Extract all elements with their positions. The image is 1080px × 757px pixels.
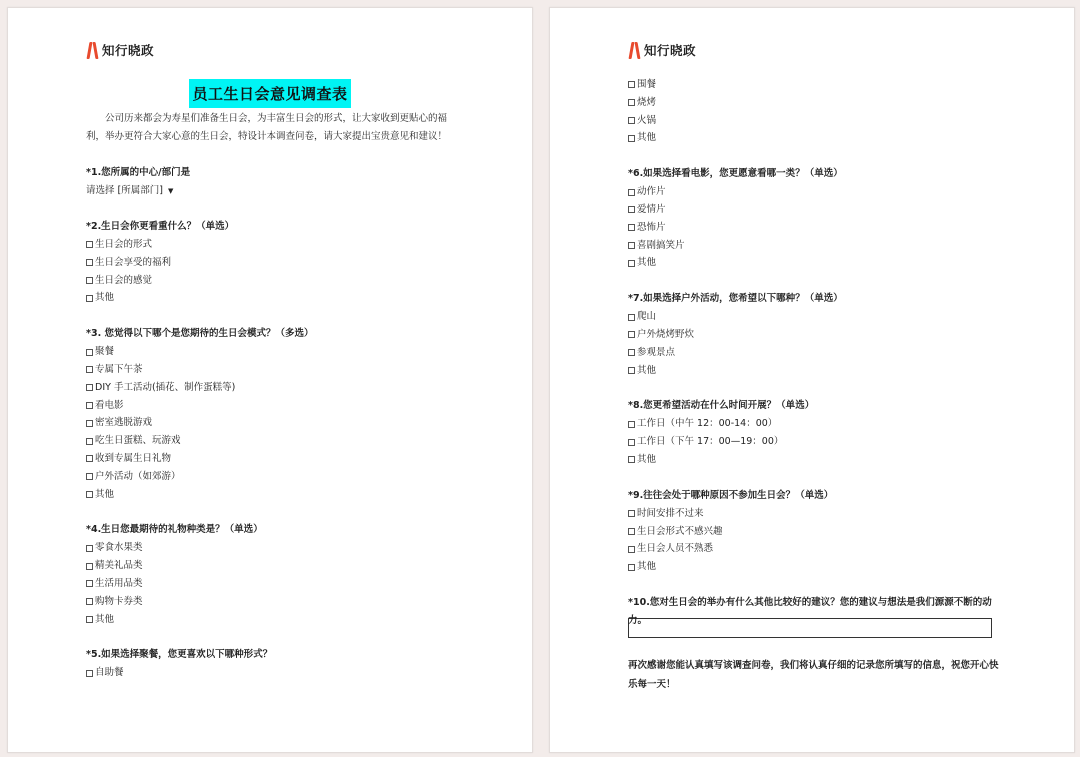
checkbox-icon[interactable] <box>86 670 93 677</box>
option-row[interactable] <box>86 236 466 254</box>
question-title: *3. 您觉得以下哪个是您期待的生日会模式？（多选） <box>86 328 314 340</box>
checkbox-icon[interactable] <box>628 206 635 213</box>
option-row[interactable] <box>86 486 466 504</box>
survey-intro: 公司历来都会为寿星们准备生日会，为丰富生日会的形式，让大家收到更贴心的福利，举办更符合大家心意的生日会，特设计本调查问卷，请大家提出宝贵意见和建议！ <box>86 113 448 142</box>
checkbox-icon[interactable] <box>628 314 635 321</box>
select-label: 请选择 [所属部门] <box>86 185 163 196</box>
document-page-2 <box>549 7 1075 753</box>
question-8 <box>628 397 1008 468</box>
option-label: 参观景点 <box>637 346 676 358</box>
checkbox-icon[interactable] <box>86 580 93 587</box>
option-label: 户外烧烤野炊 <box>637 328 695 340</box>
checkbox-icon[interactable] <box>86 491 93 498</box>
question-title: *7.如果选择户外活动，您希望以下哪种？（单选） <box>628 293 843 305</box>
option-label: 其他 <box>637 257 657 269</box>
question-title: *5.如果选择聚餐，您更喜欢以下哪种形式？ <box>86 649 273 661</box>
option-label: 专属下午茶 <box>95 363 143 375</box>
checkbox-icon[interactable] <box>628 456 635 463</box>
brand-name: 知行晓政 <box>644 43 697 58</box>
checkbox-icon[interactable] <box>86 366 93 373</box>
question-title: *8.您更希望活动在什么时间开展？（单选） <box>628 400 815 412</box>
option-label: 其他 <box>637 364 657 376</box>
checkbox-icon[interactable] <box>628 117 635 124</box>
option-label: 购物卡券类 <box>95 595 143 607</box>
option-row[interactable] <box>86 414 466 432</box>
option-label: 恐怖片 <box>637 221 666 233</box>
option-label: 爱情片 <box>637 203 666 215</box>
brand-logo <box>88 41 154 59</box>
option-row[interactable] <box>628 451 1008 469</box>
question-title: *1.您所属的中心/部门是 <box>86 167 191 178</box>
question-3 <box>86 325 466 503</box>
brand-name: 知行晓政 <box>102 43 155 58</box>
option-label: 生日会享受的福利 <box>95 256 172 268</box>
checkbox-icon[interactable] <box>628 546 635 553</box>
option-label: 围餐 <box>637 79 657 90</box>
option-label: 收到专属生日礼物 <box>95 452 172 464</box>
checkbox-icon[interactable] <box>86 384 93 391</box>
closing-note: 再次感谢您能认真填写该调查问卷，我们将认真仔细的记录您所填写的信息，祝您开心快乐每一天！ <box>628 659 999 690</box>
option-row[interactable] <box>628 558 1008 576</box>
option-row[interactable] <box>86 397 466 415</box>
option-label: 时间安排不过来 <box>637 507 704 519</box>
option-label: 工作日（中午 12：00-14：00） <box>637 418 778 430</box>
question-title: *10.您对生日会的举办有什么其他比较好的建议？您的建议与想法是我们源源不断的动力。 <box>628 596 992 626</box>
option-row[interactable] <box>628 362 1008 380</box>
checkbox-icon[interactable] <box>628 510 635 517</box>
option-label: 密室逃脱游戏 <box>95 417 153 429</box>
option-row[interactable] <box>628 183 1008 201</box>
option-label: 零食水果类 <box>95 542 143 554</box>
checkbox-icon[interactable] <box>86 349 93 356</box>
option-row[interactable] <box>628 201 1008 219</box>
option-label: 看电影 <box>95 399 124 411</box>
checkbox-icon[interactable] <box>86 473 93 480</box>
option-row[interactable] <box>86 361 466 379</box>
checkbox-icon[interactable] <box>628 349 635 356</box>
option-row[interactable] <box>86 343 466 361</box>
question-title: *2.生日会你更看重什么？（单选） <box>86 221 235 232</box>
checkbox-icon[interactable] <box>86 438 93 445</box>
option-label: 其他 <box>95 488 115 500</box>
checkbox-icon[interactable] <box>628 421 635 428</box>
option-label: 喜剧搞笑片 <box>637 239 685 251</box>
option-row[interactable] <box>628 505 1008 523</box>
option-row[interactable] <box>628 326 1008 344</box>
survey-title: 员工生日会意见调查表 <box>189 79 350 108</box>
option-row[interactable] <box>86 539 466 557</box>
option-row[interactable] <box>86 468 466 486</box>
option-row[interactable] <box>628 433 1008 451</box>
option-row[interactable] <box>628 415 1008 433</box>
option-row[interactable] <box>628 254 1008 272</box>
option-label: DIY 手工活动(插花、制作蛋糕等) <box>95 381 236 393</box>
checkbox-icon[interactable] <box>628 439 635 446</box>
document-page-1 <box>7 7 533 753</box>
question-5-continued <box>628 76 1008 147</box>
option-label: 生活用品类 <box>95 577 143 589</box>
option-row[interactable] <box>628 219 1008 237</box>
option-row[interactable] <box>628 344 1008 362</box>
checkbox-icon[interactable] <box>86 420 93 427</box>
option-label: 生日会人员不熟悉 <box>637 543 714 555</box>
checkbox-icon[interactable] <box>86 241 93 248</box>
dropdown-caret-icon: ▼ <box>167 187 174 195</box>
option-row[interactable] <box>86 379 466 397</box>
question-6 <box>628 165 1008 272</box>
question-5 <box>86 646 466 682</box>
checkbox-icon[interactable] <box>628 528 635 535</box>
option-row[interactable] <box>86 664 466 682</box>
checkbox-icon[interactable] <box>628 242 635 249</box>
option-label: 其他 <box>637 561 657 573</box>
checkbox-icon[interactable] <box>628 81 635 88</box>
question-1 <box>86 164 466 200</box>
department-select[interactable] <box>86 182 466 200</box>
checkbox-icon[interactable] <box>628 224 635 231</box>
checkbox-icon[interactable] <box>86 616 93 623</box>
question-10 <box>628 594 1008 638</box>
question-9 <box>628 487 1008 576</box>
question-4 <box>86 521 466 628</box>
option-label: 其他 <box>95 613 115 625</box>
brand-logo <box>630 41 696 59</box>
checkbox-icon[interactable] <box>628 135 635 142</box>
option-row[interactable] <box>628 540 1008 558</box>
question-title: *6.如果选择看电影，您更愿意看哪一类？（单选） <box>628 168 843 180</box>
option-label: 其他 <box>95 292 115 304</box>
option-row[interactable] <box>86 272 466 290</box>
checkbox-icon[interactable] <box>628 564 635 571</box>
question-title: *4.生日您最期待的礼物种类是？（单选） <box>86 524 263 536</box>
option-row[interactable] <box>86 289 466 307</box>
option-label: 火锅 <box>637 114 657 126</box>
option-row[interactable] <box>628 94 1008 112</box>
option-label: 生日会的感觉 <box>95 274 153 286</box>
option-row[interactable] <box>628 129 1008 147</box>
checkbox-icon[interactable] <box>86 295 93 302</box>
checkbox-icon[interactable] <box>628 331 635 338</box>
option-label: 其他 <box>637 453 657 465</box>
option-row[interactable] <box>628 112 1008 130</box>
checkbox-icon[interactable] <box>628 99 635 106</box>
option-row[interactable] <box>628 237 1008 255</box>
question-title: *9.往往会处于哪种原因不参加生日会？（单选） <box>628 489 834 501</box>
option-label: 生日会的形式 <box>95 239 153 250</box>
option-row[interactable] <box>86 432 466 450</box>
checkbox-icon[interactable] <box>86 598 93 605</box>
option-row[interactable] <box>86 254 466 272</box>
option-label: 工作日（下午 17：00—19：00） <box>637 436 784 448</box>
checkbox-icon[interactable] <box>86 563 93 570</box>
brand-mark-icon <box>630 42 639 59</box>
option-label: 自助餐 <box>95 667 124 679</box>
option-label: 吃生日蛋糕、玩游戏 <box>95 435 181 447</box>
option-row[interactable] <box>86 593 466 611</box>
checkbox-icon[interactable] <box>86 402 93 409</box>
checkbox-icon[interactable] <box>628 189 635 196</box>
option-row[interactable] <box>86 557 466 575</box>
checkbox-icon[interactable] <box>628 260 635 267</box>
option-row[interactable] <box>628 523 1008 541</box>
option-label: 动作片 <box>637 186 666 198</box>
option-label: 聚餐 <box>95 346 115 358</box>
brand-mark-icon <box>88 42 97 59</box>
option-label: 户外活动（如郊游） <box>95 470 181 482</box>
question-2 <box>86 218 466 307</box>
option-label: 生日会形式不感兴趣 <box>637 525 723 537</box>
question-7 <box>628 290 1008 379</box>
checkbox-icon[interactable] <box>86 259 93 266</box>
option-label: 烧烤 <box>637 96 657 108</box>
option-row[interactable] <box>86 450 466 468</box>
option-label: 爬山 <box>637 311 657 323</box>
checkbox-icon[interactable] <box>86 545 93 552</box>
option-row[interactable] <box>86 575 466 593</box>
checkbox-icon[interactable] <box>628 367 635 374</box>
option-row[interactable] <box>628 308 1008 326</box>
option-label: 其他 <box>637 132 657 144</box>
suggestion-input[interactable] <box>628 618 992 638</box>
checkbox-icon[interactable] <box>86 455 93 462</box>
option-row[interactable] <box>86 611 466 629</box>
option-row[interactable] <box>628 76 1008 94</box>
option-label: 精美礼品类 <box>95 560 143 572</box>
checkbox-icon[interactable] <box>86 277 93 284</box>
